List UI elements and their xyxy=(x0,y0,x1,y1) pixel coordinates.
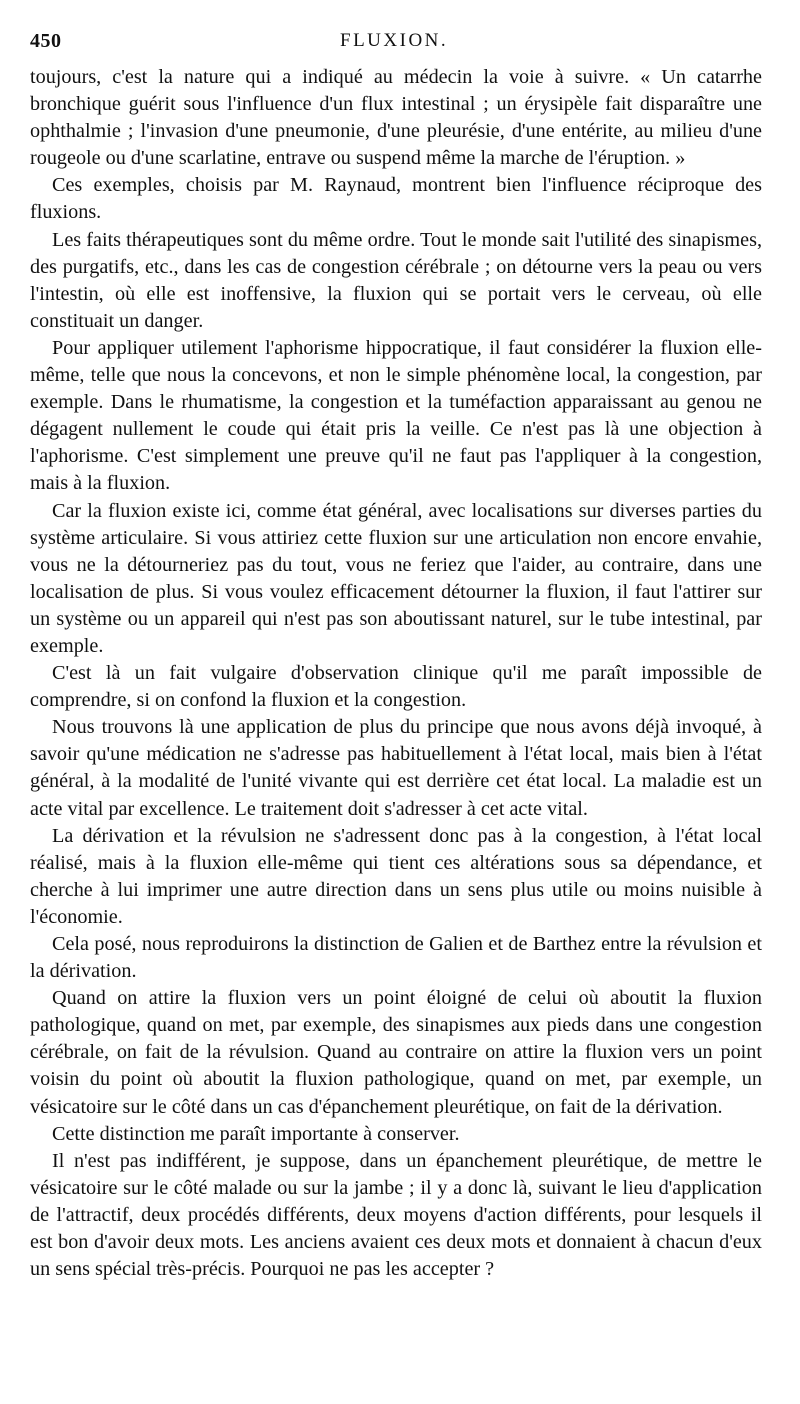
paragraph: Cette distinction me paraît importante à conserver. xyxy=(52,1122,460,1145)
paragraph: Les faits thérapeutiques sont du même ordre. Tout le monde sait l'utilité des sinapismes, des purgatifs, etc., dans les cas de congestion cérébrale ; on détourne vers la peau ou vers l'intestin, où elle est inoffensive, la fluxion qui se portait vers le cerveau, où elle constituait un danger. xyxy=(30,228,762,332)
paragraph: Il n'est pas indifférent, je suppose, dans un épanchement pleurétique, de mettre le vésicatoire sur le côté malade ou sur la jambe ; il y a donc là, suivant le lieu d'application de l'attractif, deux procédés différents, deux moyens d'action différents, pour lesquels il est bon d'avoir deux mots. Les anciens avaient ces deux mots et donnaient à chacun d'eux un sens spécial très-précis. Pourquoi ne pas les accepter ? xyxy=(30,1149,762,1281)
paragraph: Ces exemples, choisis par M. Raynaud, montrent bien l'influence réciproque des fluxions. xyxy=(30,174,762,224)
running-header xyxy=(30,30,760,58)
page-number: 450 xyxy=(30,30,62,52)
paragraph: La dérivation et la révulsion ne s'adressent donc pas à la congestion, à l'état local réalisé, mais à la fluxion elle-même qui tient ces altérations sous sa dépendance, et cherche à lui imprimer une autre direction dans un sens plus utile ou moins nuisible à l'économie. xyxy=(30,824,762,928)
paragraph: toujours, c'est la nature qui a indiqué au médecin la voie à suivre. « Un catarrhe bronchique guérit sous l'influence d'un flux intestinal ; un érysipèle fait disparaître une ophthalmie ; l'invasion d'une pneumonie, d'une pleurésie, d'une entérite, au milieu d'une rougeole ou d'une scarlatine, entrave ou suspend même la marche de l'éruption. » xyxy=(30,66,762,170)
paragraph: C'est là un fait vulgaire d'observation clinique qu'il me paraît impossible de comprendre, si on confond la fluxion et la congestion. xyxy=(30,662,762,712)
running-title: FLUXION. xyxy=(340,30,449,51)
body-text xyxy=(30,64,762,1283)
paragraph: Pour appliquer utilement l'aphorisme hippocratique, il faut considérer la fluxion elle-même, telle que nous la concevons, et non le simple phénomène local, la congestion, par exemple. Dans le rhumatisme, la congestion et la tuméfaction apparaissant au genou ne dégagent nullement le coude qui était pris la veille. Ce n'est pas là une objection à l'aphorisme. C'est simplement une preuve qu'il ne faut pas l'appliquer à la congestion, mais à la fluxion. xyxy=(30,336,762,495)
paragraph: Nous trouvons là une application de plus du principe que nous avons déjà invoqué, à savoir qu'une médication ne s'adresse pas habituellement à l'état local, mais bien à l'état général, à la modalité de l'unité vivante qui est derrière cet état local. La maladie est un acte vital par excellence. Le traitement doit s'adresser à cet acte vital. xyxy=(30,716,762,820)
paragraph: Car la fluxion existe ici, comme état général, avec localisations sur diverses parties du système articulaire. Si vous attiriez cette fluxion sur une articulation non encore envahie, vous ne la détourneriez pas du tout, vous ne feriez que l'aider, au contraire, dans une localisation de plus. Si vous voulez efficacement détourner la fluxion, il faut l'attirer sur un système ou un appareil qui n'est pas son aboutissant naturel, sur le tube intestinal, par exemple. xyxy=(30,499,762,657)
paragraph: Cela posé, nous reproduirons la distinction de Galien et de Barthez entre la révulsion et la dérivation. xyxy=(30,933,762,983)
paragraph: Quand on attire la fluxion vers un point éloigné de celui où aboutit la fluxion pathologique, quand on met, par exemple, des sinapismes aux pieds dans une congestion cérébrale, on fait de la révulsion. Quand au contraire on attire la fluxion vers un point voisin du point où aboutit la fluxion pathologique, quand on met, par exemple, un vésicatoire sur le côté dans un cas d'épanchement pleurétique, on fait de la dérivation. xyxy=(30,987,762,1118)
